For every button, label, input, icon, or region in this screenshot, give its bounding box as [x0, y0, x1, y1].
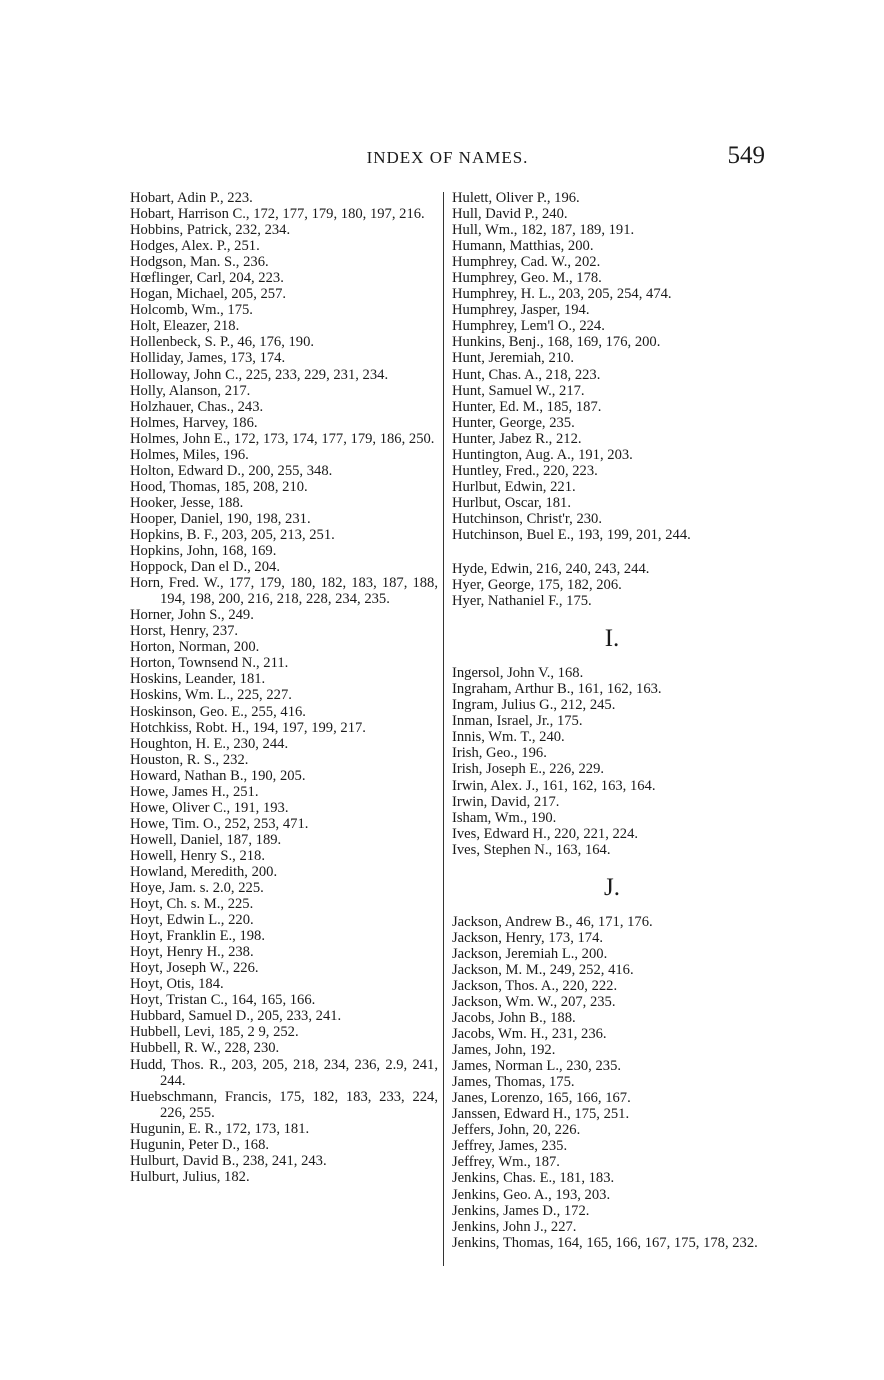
index-entry: Hogan, Michael, 205, 257. — [130, 286, 287, 303]
index-entry: Holly, Alanson, 217. — [130, 382, 251, 399]
index-entry: Hoye, Jam. s. 2.0, 225. — [130, 880, 264, 897]
index-group-hy — [452, 561, 772, 609]
index-entry: James, Norman L., 230, 235. — [452, 1058, 622, 1075]
index-entry: Howard, Nathan B., 190, 205. — [130, 767, 306, 784]
index-entry: Ives, Stephen N., 163, 164. — [452, 841, 611, 858]
index-entry: Hoyt, Ch. s. M., 225. — [130, 896, 254, 913]
index-column-left — [130, 190, 438, 1185]
index-entry: Houghton, H. E., 230, 244. — [130, 735, 289, 752]
index-entry: Humphrey, Jasper, 194. — [452, 302, 590, 319]
index-entry: Holmes, Miles, 196. — [130, 446, 249, 463]
index-entry: Hoyt, Joseph W., 226. — [130, 960, 259, 977]
index-entry: Hulburt, Julius, 182. — [130, 1168, 250, 1185]
index-entry: Hudd, Thos. R., 203, 205, 218, 234, 236, 2.9, 241, 244. — [130, 1056, 438, 1089]
index-entry: Howell, Henry S., 218. — [130, 847, 265, 864]
index-entry: Ingram, Julius G., 212, 245. — [452, 697, 616, 714]
index-entry: Hubbell, Levi, 185, 2 9, 252. — [130, 1024, 299, 1041]
index-entry: Holmes, Harvey, 186. — [130, 414, 258, 431]
index-entry: Howland, Meredith, 200. — [130, 863, 278, 880]
index-entry: Holt, Eleazer, 218. — [130, 318, 240, 335]
index-entry: Hunkins, Benj., 168, 169, 176, 200. — [452, 334, 661, 351]
index-entry: Hopkins, B. F., 203, 205, 213, 251. — [130, 526, 335, 543]
index-entry: Hyer, Nathaniel F., 175. — [452, 593, 592, 610]
index-entry: Irwin, David, 217. — [452, 793, 560, 810]
index-entry: Jackson, M. M., 249, 252, 416. — [452, 961, 634, 978]
index-entry: Hotchkiss, Robt. H., 194, 197, 199, 217. — [130, 719, 366, 736]
index-entry: Hooper, Daniel, 190, 198, 231. — [130, 510, 311, 527]
index-entry: Horton, Norman, 200. — [130, 639, 260, 656]
index-entry: Hugunin, Peter D., 168. — [130, 1136, 270, 1153]
index-entry: Ives, Edward H., 220, 221, 224. — [452, 825, 639, 842]
index-entry: Howe, James H., 251. — [130, 783, 259, 800]
index-entry: Hurlbut, Edwin, 221. — [452, 478, 576, 495]
index-entry: Hunt, Samuel W., 217. — [452, 382, 585, 399]
index-entry: Holloway, John C., 225, 233, 229, 231, 234. — [130, 366, 389, 383]
index-entry: Hoyt, Tristan C., 164, 165, 166. — [130, 992, 316, 1009]
index-entry: Hull, David P., 240. — [452, 206, 568, 223]
index-entry: Jenkins, Thomas, 164, 165, 166, 167, 175, 178, 232. — [452, 1234, 758, 1251]
index-entry: Hoyt, Edwin L., 220. — [130, 912, 254, 929]
index-entry: Hoskins, Leander, 181. — [130, 671, 266, 688]
index-entry: Hyde, Edwin, 216, 240, 243, 244. — [452, 561, 650, 578]
index-entry: Ingraham, Arthur B., 161, 162, 163. — [452, 681, 662, 698]
index-entry: Jacobs, Wm. H., 231, 236. — [452, 1026, 607, 1043]
index-entry: James, Thomas, 175. — [452, 1074, 575, 1091]
letter-heading-j: J. — [604, 873, 620, 901]
index-entry: Humphrey, Geo. M., 178. — [452, 270, 602, 287]
index-entry: Howe, Oliver C., 191, 193. — [130, 799, 289, 816]
index-entry: Horst, Henry, 237. — [130, 623, 239, 640]
index-entry: Hulett, Oliver P., 196. — [452, 190, 580, 206]
index-entry: Hollenbeck, S. P., 46, 176, 190. — [130, 334, 315, 351]
index-entry: Jeffrey, Wm., 187. — [452, 1154, 560, 1171]
index-entry: Hoyt, Franklin E., 198. — [130, 928, 265, 945]
index-entry: Hunt, Jeremiah, 210. — [452, 350, 574, 367]
index-entry: Humphrey, Lem'l O., 224. — [452, 318, 605, 335]
index-entry: Innis, Wm. T., 240. — [452, 729, 565, 746]
index-entry: Horn, Fred. W., 177, 179, 180, 182, 183, 187, 188, 194, 198, 200, 216, 218, 228, 234, 235. — [130, 575, 438, 608]
index-entry: Jackson, Wm. W., 207, 235. — [452, 993, 616, 1010]
index-entry: Hood, Thomas, 185, 208, 210. — [130, 478, 308, 495]
index-entry: Hunter, George, 235. — [452, 414, 575, 431]
index-entry: Humphrey, H. L., 203, 205, 254, 474. — [452, 286, 672, 303]
index-entry: Hoyt, Henry H., 238. — [130, 944, 254, 961]
group-gap — [452, 543, 772, 561]
index-entry: Hœflinger, Carl, 204, 223. — [130, 270, 284, 287]
index-column-right — [452, 190, 772, 1251]
index-entry: Jeffrey, James, 235. — [452, 1138, 568, 1155]
index-entry: Hobart, Harrison C., 172, 177, 179, 180, 197, 216. — [130, 206, 425, 223]
index-entry: Jackson, Thos. A., 220, 222. — [452, 977, 618, 994]
index-entry: Irish, Joseph E., 226, 229. — [452, 761, 605, 778]
index-entry: Ingersol, John V., 168. — [452, 665, 584, 682]
index-entry: Hutchinson, Christ'r, 230. — [452, 510, 603, 527]
index-entry: Hulburt, David B., 238, 241, 243. — [130, 1152, 327, 1169]
index-entry: Huntington, Aug. A., 191, 203. — [452, 446, 633, 463]
index-entry: Irish, Geo., 196. — [452, 745, 547, 762]
index-entry: Janes, Lorenzo, 165, 166, 167. — [452, 1090, 631, 1107]
index-entry: Jenkins, James D., 172. — [452, 1202, 590, 1219]
index-group-i — [452, 665, 772, 858]
index-entry: Hoppock, Dan el D., 204. — [130, 559, 280, 576]
index-entry: Hunt, Chas. A., 218, 223. — [452, 366, 601, 383]
index-entry: Houston, R. S., 232. — [130, 751, 249, 768]
index-entry: Hull, Wm., 182, 187, 189, 191. — [452, 222, 635, 239]
index-entry: Humann, Matthias, 200. — [452, 238, 594, 255]
page-header — [130, 142, 765, 176]
index-entry: Irwin, Alex. J., 161, 162, 163, 164. — [452, 777, 656, 794]
index-entry: Humphrey, Cad. W., 202. — [452, 254, 601, 271]
index-entry: Jenkins, Geo. A., 193, 203. — [452, 1186, 611, 1203]
index-entry: Isham, Wm., 190. — [452, 809, 557, 826]
index-entry: Hunter, Ed. M., 185, 187. — [452, 398, 602, 415]
index-entry: Jacobs, John B., 188. — [452, 1010, 576, 1027]
index-group-j — [452, 914, 772, 1251]
index-entry: Hodgson, Man. S., 236. — [130, 254, 269, 271]
index-entry: Hoskinson, Geo. E., 255, 416. — [130, 703, 306, 720]
index-entry: Jenkins, John J., 227. — [452, 1218, 577, 1235]
index-entry: Jackson, Andrew B., 46, 171, 176. — [452, 913, 653, 930]
index-entry: Hubbard, Samuel D., 205, 233, 241. — [130, 1008, 342, 1025]
running-title: INDEX OF NAMES. — [366, 148, 529, 167]
letter-heading-i: I. — [604, 625, 620, 653]
index-entry: Huebschmann, Francis, 175, 182, 183, 233, 224, 226, 255. — [130, 1088, 438, 1121]
index-entry: Jenkins, Chas. E., 181, 183. — [452, 1170, 615, 1187]
index-entry: Inman, Israel, Jr., 175. — [452, 713, 583, 730]
index-entry: Howe, Tim. O., 252, 253, 471. — [130, 815, 309, 832]
index-entry: Hubbell, R. W., 228, 230. — [130, 1040, 280, 1057]
index-entry: Jeffers, John, 20, 226. — [452, 1122, 581, 1139]
index-entry: Janssen, Edward H., 175, 251. — [452, 1106, 630, 1123]
index-entry: Holmes, John E., 172, 173, 174, 177, 179, 186, 250. — [130, 430, 435, 447]
index-entry: Horner, John S., 249. — [130, 607, 254, 624]
index-entry: Hoyt, Otis, 184. — [130, 976, 224, 993]
index-entry: Hyer, George, 175, 182, 206. — [452, 577, 622, 594]
index-entry: Horton, Townsend N., 211. — [130, 655, 289, 672]
index-entry: Howell, Daniel, 187, 189. — [130, 831, 282, 848]
index-entry: James, John, 192. — [452, 1042, 556, 1059]
index-entry: Hobart, Adin P., 223. — [130, 190, 253, 206]
index-entry: Hooker, Jesse, 188. — [130, 494, 244, 511]
index-entry: Holzhauer, Chas., 243. — [130, 398, 264, 415]
page-number: 549 — [727, 142, 765, 169]
column-divider — [443, 192, 444, 1266]
index-group-h — [452, 190, 772, 543]
index-entry: Hobbins, Patrick, 232, 234. — [130, 222, 291, 239]
index-entry: Hopkins, John, 168, 169. — [130, 543, 277, 560]
index-entry: Hunter, Jabez R., 212. — [452, 430, 582, 447]
index-entry: Hurlbut, Oscar, 181. — [452, 494, 571, 511]
index-entry: Hodges, Alex. P., 251. — [130, 238, 260, 255]
index-entry: Huntley, Fred., 220, 223. — [452, 462, 598, 479]
index-entry: Holliday, James, 173, 174. — [130, 350, 286, 367]
index-entry: Hoskins, Wm. L., 225, 227. — [130, 687, 292, 704]
index-entry: Hutchinson, Buel E., 193, 199, 201, 244. — [452, 526, 691, 543]
index-entry: Jackson, Henry, 173, 174. — [452, 929, 604, 946]
index-entry: Holcomb, Wm., 175. — [130, 302, 253, 319]
index-entry: Holton, Edward D., 200, 255, 348. — [130, 462, 333, 479]
index-entry: Hugunin, E. R., 172, 173, 181. — [130, 1120, 310, 1137]
index-entry: Jackson, Jeremiah L., 200. — [452, 945, 608, 962]
